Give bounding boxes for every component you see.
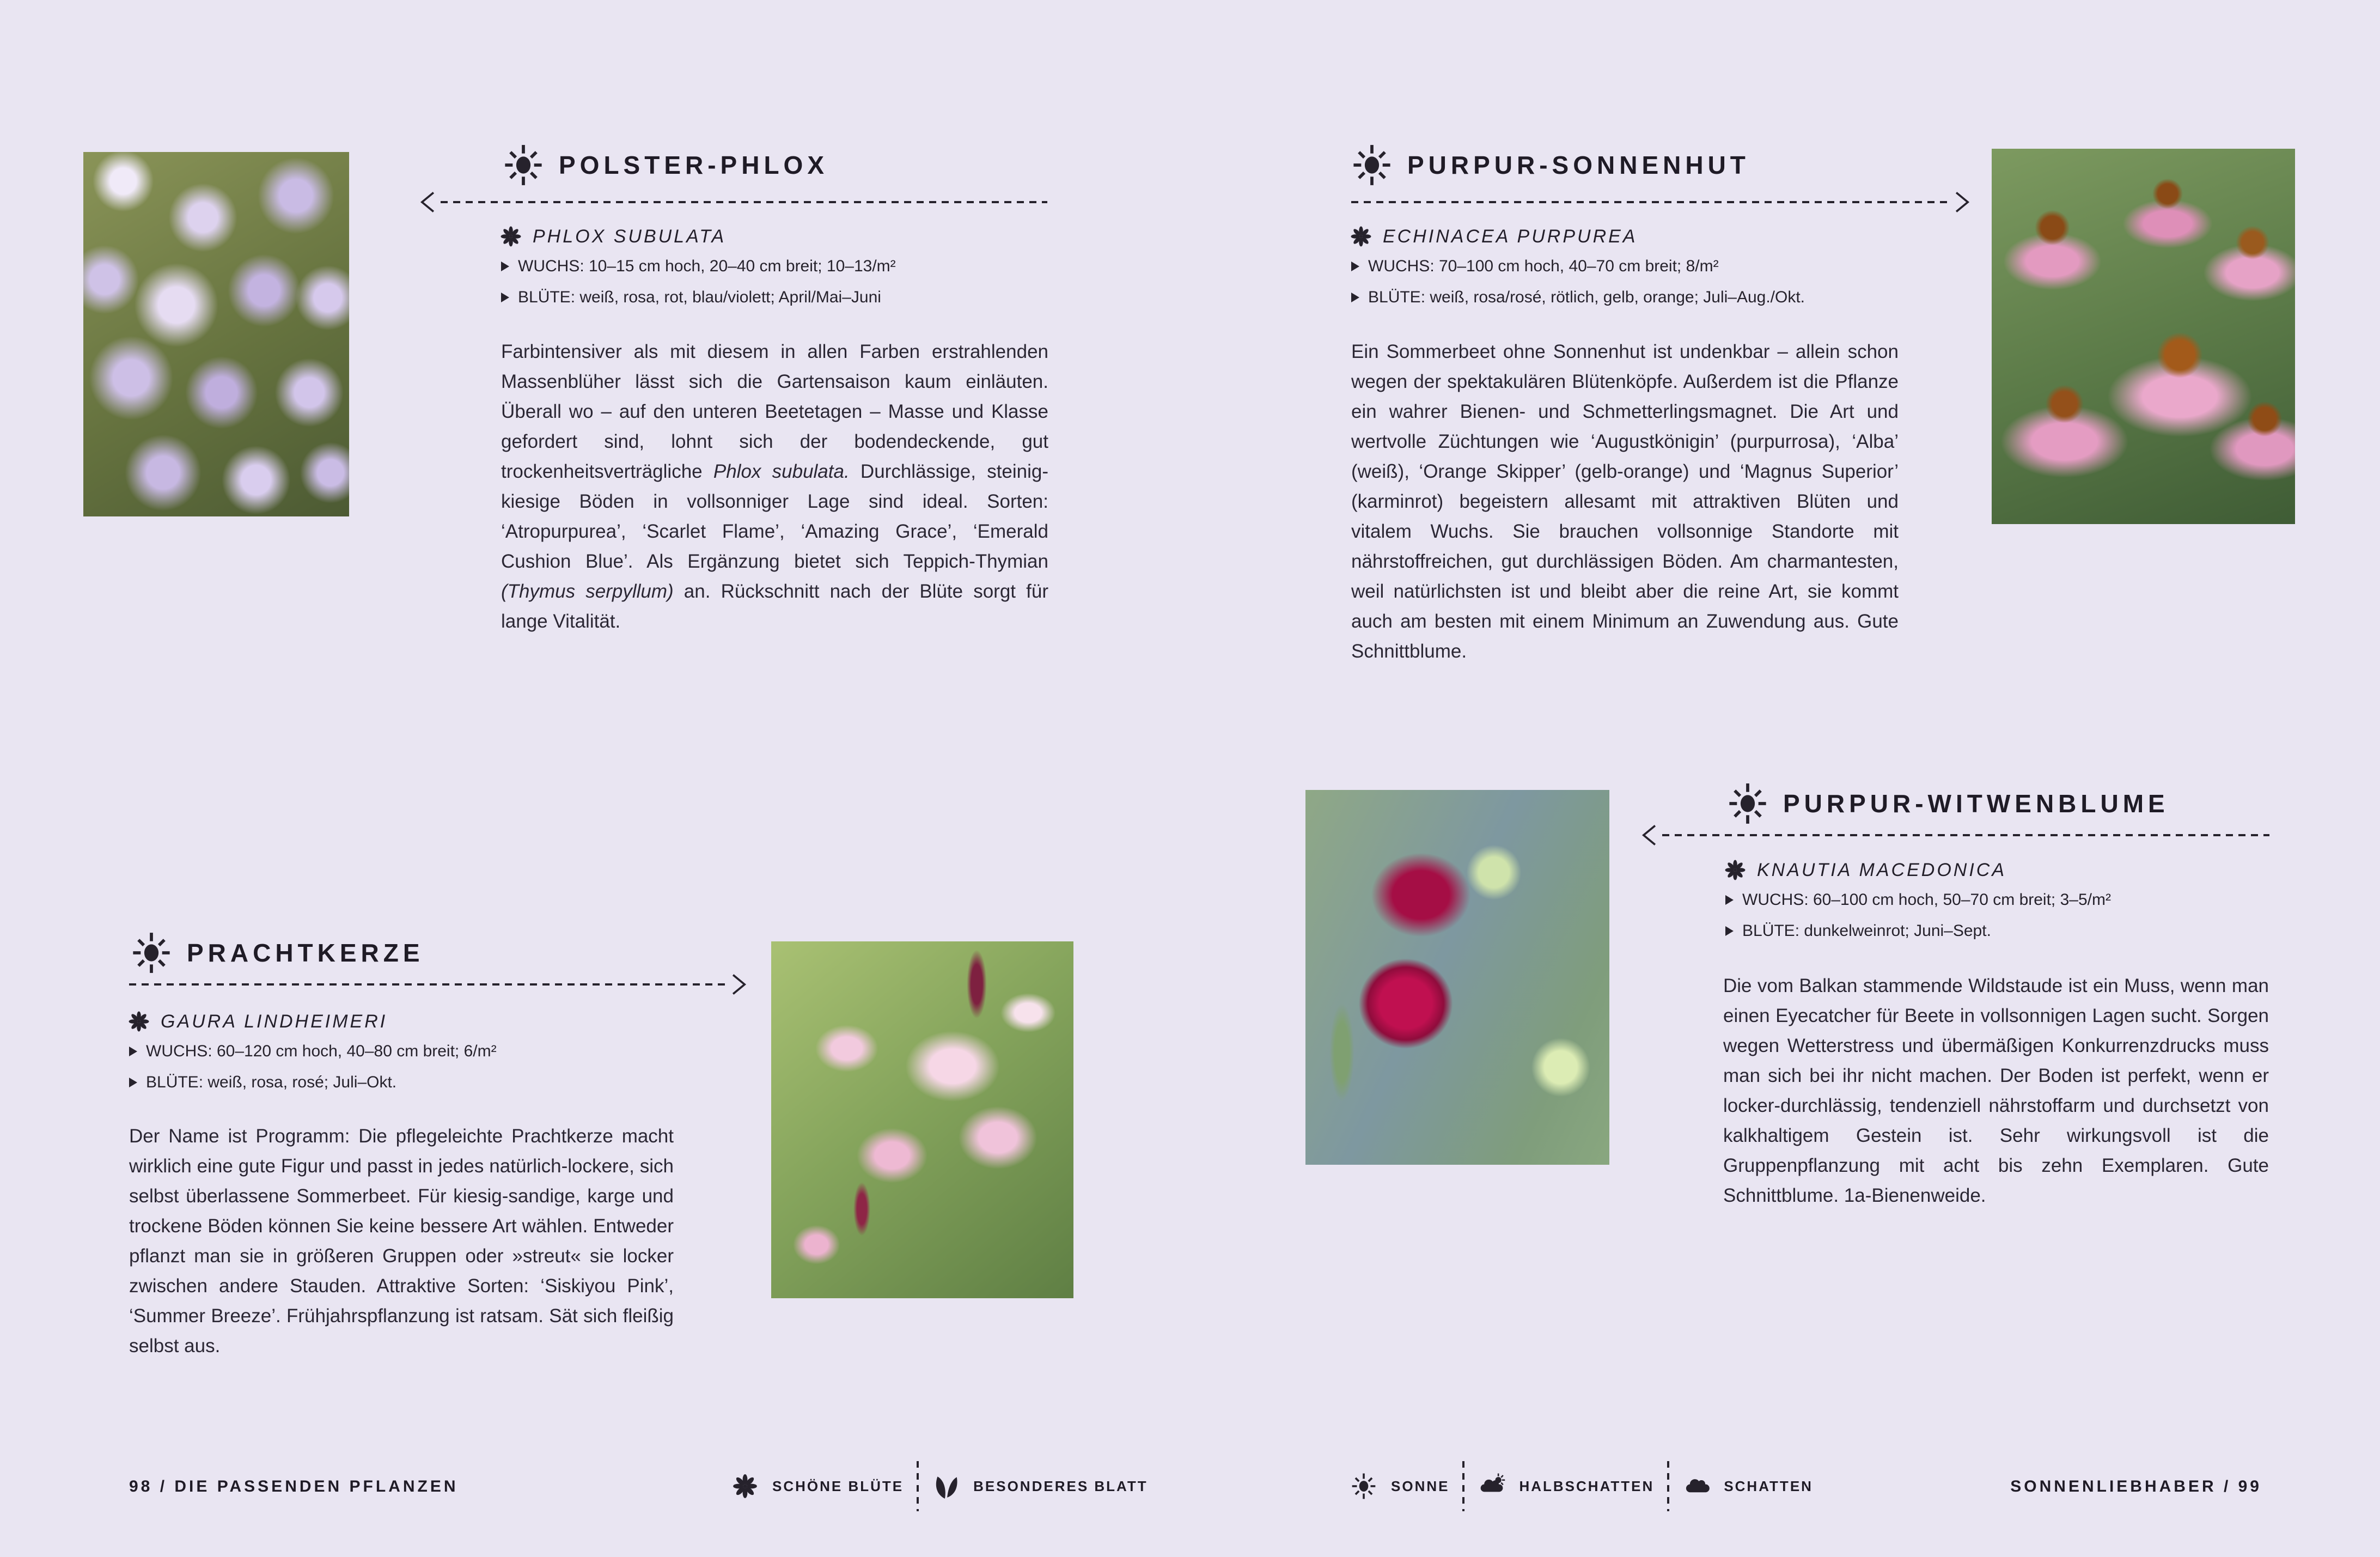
paragraph-text: an. Rückschnitt nach der Blüte sorgt für lange Vitalität.: [501, 581, 1048, 632]
leaf-icon: [932, 1472, 960, 1500]
spec-bluete: [501, 288, 881, 307]
spec-wuchs-text: WUCHS: 60–120 cm hoch, 40–80 cm breit; 6/m²: [146, 1042, 497, 1060]
entry-title: PURPUR-SONNENHUT: [1407, 151, 1750, 179]
entry-header-purpur-witwenblume: [1725, 781, 2169, 826]
flower-icon: [1723, 858, 1747, 882]
entry-header-purpur-sonnenhut: [1350, 143, 1750, 187]
entry-paragraph: Ein Sommerbeet ohne Sonnenhut ist undenkbar – allein schon wegen der spektakulären Blütenköpfe. Außerdem ist die Pflanze ein wahrer Bienen- und Schmetterlingsmagnet. Die Art und wertvolle Züchtungen wie ‘Augustkönigin’ (purpurrosa), ‘Alba’ (weiß), ‘Orange Skipper’ (gelb-orange) und ‘Magnus Superior’ (karminrot) begeistern allesamt mit attraktiven Blüten und vitalem Wuchs. Sie brauchen vollsonnige Standorte mit nährstoffreichen, gut durchlässigen Böden. Am charmantesten, weil natürlichsten ist und bleibt aber die reine Art, sie kommt auch am besten mit einem Minimum an Zuwendung aus. Gute Schnittblume.: [1351, 341, 1899, 662]
botanical-row: [1349, 224, 1637, 248]
flower-icon: [1349, 224, 1373, 248]
spec-wuchs: [1725, 891, 2111, 909]
footer-legend-symbols: [731, 1461, 1148, 1511]
legend-schoene-bluete: SCHÖNE BLÜTE: [772, 1477, 904, 1494]
spec-bluete-text: BLÜTE: weiß, rosa/rosé, rötlich, gelb, orange; Juli–Aug./Okt.: [1368, 288, 1805, 306]
botanical-row: [127, 1009, 387, 1033]
photo-purpur-sonnenhut: [1992, 149, 2295, 524]
paragraph-text: Farbintensiver als mit diesem in allen Farben erstrahlenden Massenblüher lässt sich die Gartensaison kaum einläuten. Überall wo – auf den unteren Beetetagen – Masse und Klasse gefordert sind, lohnt sich der bodendeckende, gut trockenheitsverträgliche: [501, 341, 1048, 482]
sun-icon: [129, 930, 174, 975]
sun-icon: [1350, 143, 1394, 187]
entry-title: PRACHTKERZE: [187, 939, 424, 967]
botanical-row: [1723, 858, 2006, 882]
footer-page-right: SONNENLIEBHABER / 99: [2010, 1477, 2262, 1495]
dashed-arrow-left: [1639, 822, 2269, 848]
photo-prachtkerze: [771, 941, 1073, 1298]
spec-wuchs: [1351, 257, 1719, 276]
entry-paragraph: Der Name ist Programm: Die pflegeleichte Prachtkerze macht wirklich eine gute Figur und passt in jedes natürlich-lockere, sich selbst überlassene Sommerbeet. Für kiesig-sandige, karge und trockene Böden können Sie keine bessere Art wählen. Entweder pflanzt man sie in größeren Gruppen oder »streut« sie locker zwischen andere Stauden. Attraktive Sorten: ‘Siskiyou Pink’, ‘Summer Breeze’. Frühjahrspflanzung ist ratsam. Sät sich fleißig selbst aus.: [129, 1126, 674, 1357]
paragraph-italic: Phlox subulata.: [713, 461, 850, 482]
photo-purpur-witwenblume: [1305, 790, 1609, 1165]
spec-bluete-text: BLÜTE: dunkelweinrot; Juni–Sept.: [1742, 922, 1991, 940]
triangle-bullet-icon: [129, 1078, 137, 1087]
triangle-bullet-icon: [1725, 926, 1734, 936]
spec-wuchs-text: WUCHS: 10–15 cm hoch, 20–40 cm breit; 10–13/m²: [518, 257, 896, 275]
triangle-bullet-icon: [501, 293, 509, 302]
spec-wuchs-text: WUCHS: 70–100 cm hoch, 40–70 cm breit; 8/m²: [1368, 257, 1719, 275]
legend-besonderes-blatt: BESONDERES BLATT: [973, 1477, 1148, 1494]
spec-wuchs: [501, 257, 896, 276]
chevron-left-icon: [1639, 823, 1658, 847]
flower-icon: [499, 224, 523, 248]
entry-header-polster-phlox: [501, 143, 828, 187]
botanical-name: PHLOX SUBULATA: [533, 226, 727, 247]
triangle-bullet-icon: [1351, 293, 1359, 302]
entry-title: POLSTER-PHLOX: [559, 151, 829, 179]
paragraph-italic: (Thymus serpyllum): [501, 581, 674, 602]
spec-wuchs-text: WUCHS: 60–100 cm hoch, 50–70 cm breit; 3–5/m²: [1742, 891, 2111, 909]
cloud-icon: [1682, 1472, 1711, 1500]
sun-icon: [1725, 781, 1770, 826]
spec-bluete-text: BLÜTE: weiß, rosa, rot, blau/violett; April/Mai–Juni: [518, 288, 881, 306]
sun-icon: [1350, 1472, 1378, 1500]
legend-divider: [1462, 1461, 1464, 1511]
footer-legend-light: [1350, 1461, 1813, 1511]
entry-paragraph: [501, 337, 1048, 636]
photo-polster-phlox: [83, 152, 349, 516]
triangle-bullet-icon: [129, 1047, 137, 1056]
entry-title: PURPUR-WITWENBLUME: [1783, 789, 2169, 818]
botanical-row: [499, 224, 726, 248]
dashed-arrow-right: [1351, 189, 1972, 215]
dashed-arrow-right: [129, 971, 749, 998]
chevron-right-icon: [730, 972, 749, 996]
spec-bluete: [1351, 288, 1805, 307]
legend-sonne: SONNE: [1391, 1477, 1450, 1494]
sun-behind-cloud-icon: [1478, 1472, 1506, 1500]
botanical-name: KNAUTIA MACEDONICA: [1757, 859, 2007, 880]
sun-icon: [501, 143, 546, 187]
botanical-name: ECHINACEA PURPUREA: [1383, 226, 1638, 247]
chevron-right-icon: [1954, 190, 1972, 214]
legend-divider: [917, 1461, 919, 1511]
botanical-name: GAURA LINDHEIMERI: [161, 1011, 388, 1032]
spec-bluete-text: BLÜTE: weiß, rosa, rosé; Juli–Okt.: [146, 1073, 397, 1091]
spec-bluete: [1725, 922, 1991, 940]
paragraph-text: Durchlässige, steinig-kiesige Böden in vollsonniger Lage sind ideal. Sorten: ‘Atropurpurea’, ‘Scarlet Flame’, ‘Amazing Grace’, ‘Emerald Cushion Blue’. Als Ergänzung bietet sich Teppich-Thymian: [501, 461, 1049, 572]
spec-wuchs: [129, 1042, 497, 1061]
chevron-left-icon: [418, 190, 436, 214]
spec-bluete: [129, 1073, 396, 1092]
entry-paragraph: Die vom Balkan stammende Wildstaude ist ein Muss, wenn man einen Eyecatcher für Beete in vollsonnigen Lagen sucht. Sorgen wegen Wetterstress und übermäßigen Konkurrenzdrucks muss man sich bei ihr nicht machen. Der Boden ist perfekt, wenn er locker-durchlässig, tendenziell nährstoffarm und durchsetzt von kalkhaltigem Gestein ist. Sehr wirkungsvoll ist die Gruppenpflanzung mit acht bis zehn Exemplaren. Gute Schnittblume. 1a-Bienenweide.: [1723, 975, 2269, 1206]
legend-divider: [1667, 1461, 1669, 1511]
flower-icon: [127, 1009, 151, 1033]
legend-schatten: SCHATTEN: [1724, 1477, 1813, 1494]
entry-header-prachtkerze: [129, 930, 424, 975]
triangle-bullet-icon: [501, 261, 509, 271]
legend-halbschatten: HALBSCHATTEN: [1519, 1477, 1655, 1494]
dashed-arrow-left: [418, 189, 1047, 215]
flower-icon: [731, 1472, 759, 1500]
triangle-bullet-icon: [1351, 261, 1359, 271]
triangle-bullet-icon: [1725, 895, 1734, 905]
footer-page-left: 98 / DIE PASSENDEN PFLANZEN: [129, 1477, 459, 1495]
